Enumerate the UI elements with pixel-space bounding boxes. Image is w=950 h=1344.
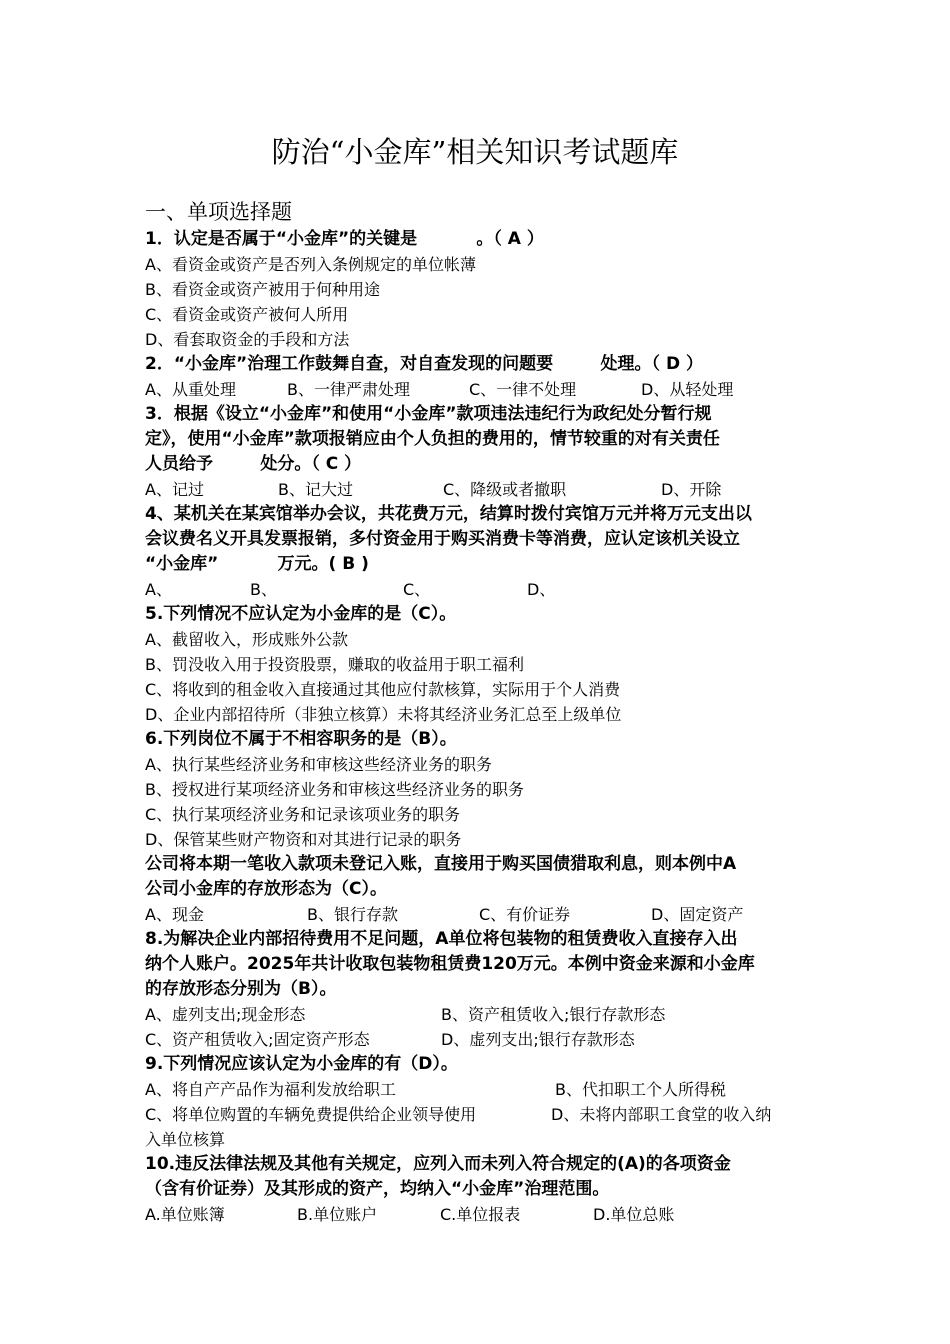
options-row-7 [145, 902, 825, 927]
option-5-a: A、截留收入，形成账外公款 [145, 630, 348, 649]
document-title: 防治“小金库”相关知识考试题库 [271, 135, 679, 169]
question-8-line-2: 纳个人账户。2025年共计收取包装物租赁费120万元。本例中资金来源和小金库 [145, 954, 755, 974]
options-row-8b [145, 1027, 825, 1052]
options-row-9a [145, 1077, 825, 1102]
question-7-line-1: 公司将本期一笔收入款项未登记入账，直接用于购买国债猎取利息，则本例中A [145, 854, 737, 874]
options-row-10 [145, 1202, 825, 1227]
option-9-a: A、将自产产品作为福利发放给职工 [145, 1080, 396, 1099]
options-row-9b [145, 1102, 825, 1127]
question-2: 2．“小金库”治理工作鼓舞自查，对自查发现的问题要 处理。（ D ） [145, 354, 703, 374]
option-7-a: A、现金 [145, 905, 204, 924]
option-4-b: B、 [250, 580, 277, 599]
question-4-line-2: 会议费名义开具发票报销，多付资金用于购买消费卡等消费，应认定该机关设立 [145, 529, 740, 549]
option-9-d: D、未将内部职工食堂的收入纳 [551, 1105, 772, 1124]
option-5-b: B、罚没收入用于投资股票，赚取的收益用于职工福利 [145, 655, 524, 674]
question-4-line-3: “小金库” 万元。( B ) [145, 554, 369, 574]
question-3-line-2: 定》，使用“小金库”款项报销应由个人负担的费用的，情节较重的对有关责任 [145, 429, 720, 449]
options-row-4 [145, 577, 825, 602]
option-4-d: D、 [527, 580, 556, 599]
option-10-c: C.单位报表 [440, 1205, 521, 1224]
option-9-b: B、代扣职工个人所得税 [555, 1080, 726, 1099]
option-9-d-continuation: 入单位核算 [145, 1130, 226, 1149]
option-7-c: C、有价证券 [479, 905, 571, 924]
option-3-a: A、记过 [145, 480, 204, 499]
question-4-line-1: 4、某机关在某宾馆举办会议，共花费万元，结算时拨付宾馆万元并将万元支出以 [145, 504, 752, 524]
question-8-line-3: 的存放形态分别为（B）。 [145, 979, 337, 999]
option-6-b: B、授权进行某项经济业务和审核这些经济业务的职务 [145, 780, 524, 799]
question-1: 1．认定是否属于“小金库”的关键是 。（ A ） [145, 229, 544, 249]
option-6-d: D、保管某些财产物资和对其进行记录的职务 [145, 830, 462, 849]
option-5-d: D、企业内部招待所（非独立核算）未将其经济业务汇总至上级单位 [145, 705, 622, 724]
option-1-a: A、看资金或资产是否列入条例规定的单位帐薄 [145, 255, 476, 274]
option-10-d: D.单位总账 [593, 1205, 675, 1224]
option-8-a: A、虚列支出;现金形态 [145, 1005, 306, 1024]
option-4-c: C、 [403, 580, 431, 599]
options-row-3 [145, 477, 825, 502]
question-7-line-2: 公司小金库的存放形态为（C）。 [145, 879, 387, 899]
question-10-line-1: 10.违反法律法规及其他有关规定，应列入而未列入符合规定的(A)的各项资金 [145, 1154, 731, 1174]
option-2-a: A、从重处理 [145, 380, 236, 399]
option-3-c: C、降级或者撤职 [443, 480, 567, 499]
options-row-2 [145, 377, 825, 402]
option-3-b: B、记大过 [278, 480, 353, 499]
option-6-c: C、执行某项经济业务和记录该项业务的职务 [145, 805, 461, 824]
option-4-a: A、 [145, 580, 172, 599]
question-9: 9.下列情况应该认定为小金库的有（D）。 [145, 1054, 458, 1074]
option-6-a: A、执行某些经济业务和审核这些经济业务的职务 [145, 755, 492, 774]
option-7-b: B、银行存款 [307, 905, 398, 924]
question-list [145, 200, 825, 1227]
option-2-b: B、一律严肃处理 [287, 380, 410, 399]
option-1-c: C、看资金或资产被何人所用 [145, 305, 349, 324]
option-8-d: D、虚列支出;银行存款形态 [441, 1030, 635, 1049]
options-row-8a [145, 1002, 825, 1027]
option-8-b: B、资产租赁收入;银行存款形态 [441, 1005, 666, 1024]
option-1-b: B、看资金或资产被用于何种用途 [145, 280, 380, 299]
option-2-d: D、从轻处理 [641, 380, 734, 399]
section-heading: 一、单项选择题 [145, 200, 292, 224]
question-10-line-2: （含有价证券）及其形成的资产，均纳入“小金库”治理范围。 [145, 1179, 610, 1199]
option-10-b: B.单位账户 [297, 1205, 378, 1224]
question-8-line-1: 8.为解决企业内部招待费用不足问题，A单位将包装物的租赁费收入直接存入出 [145, 929, 738, 949]
question-3-line-3: 人员给予 处分。（ C ） [145, 454, 362, 474]
option-3-d: D、开除 [661, 480, 722, 499]
option-10-a: A.单位账簿 [145, 1205, 225, 1224]
option-8-c: C、资产租赁收入;固定资产形态 [145, 1030, 370, 1049]
option-9-c: C、将单位购置的车辆免费提供给企业领导使用 [145, 1105, 477, 1124]
option-1-d: D、看套取资金的手段和方法 [145, 330, 350, 349]
option-7-d: D、固定资产 [651, 905, 744, 924]
option-5-c: C、将收到的租金收入直接通过其他应付款核算，实际用于个人消费 [145, 680, 621, 699]
question-3-line-1: 3．根据《设立“小金库”和使用“小金库”款项违法违纪行为政纪处分暂行规 [145, 404, 712, 424]
question-5: 5.下列情况不应认定为小金库的是（C）。 [145, 604, 457, 624]
option-2-c: C、一律不处理 [469, 380, 577, 399]
question-6: 6.下列岗位不属于不相容职务的是（B）。 [145, 729, 457, 749]
